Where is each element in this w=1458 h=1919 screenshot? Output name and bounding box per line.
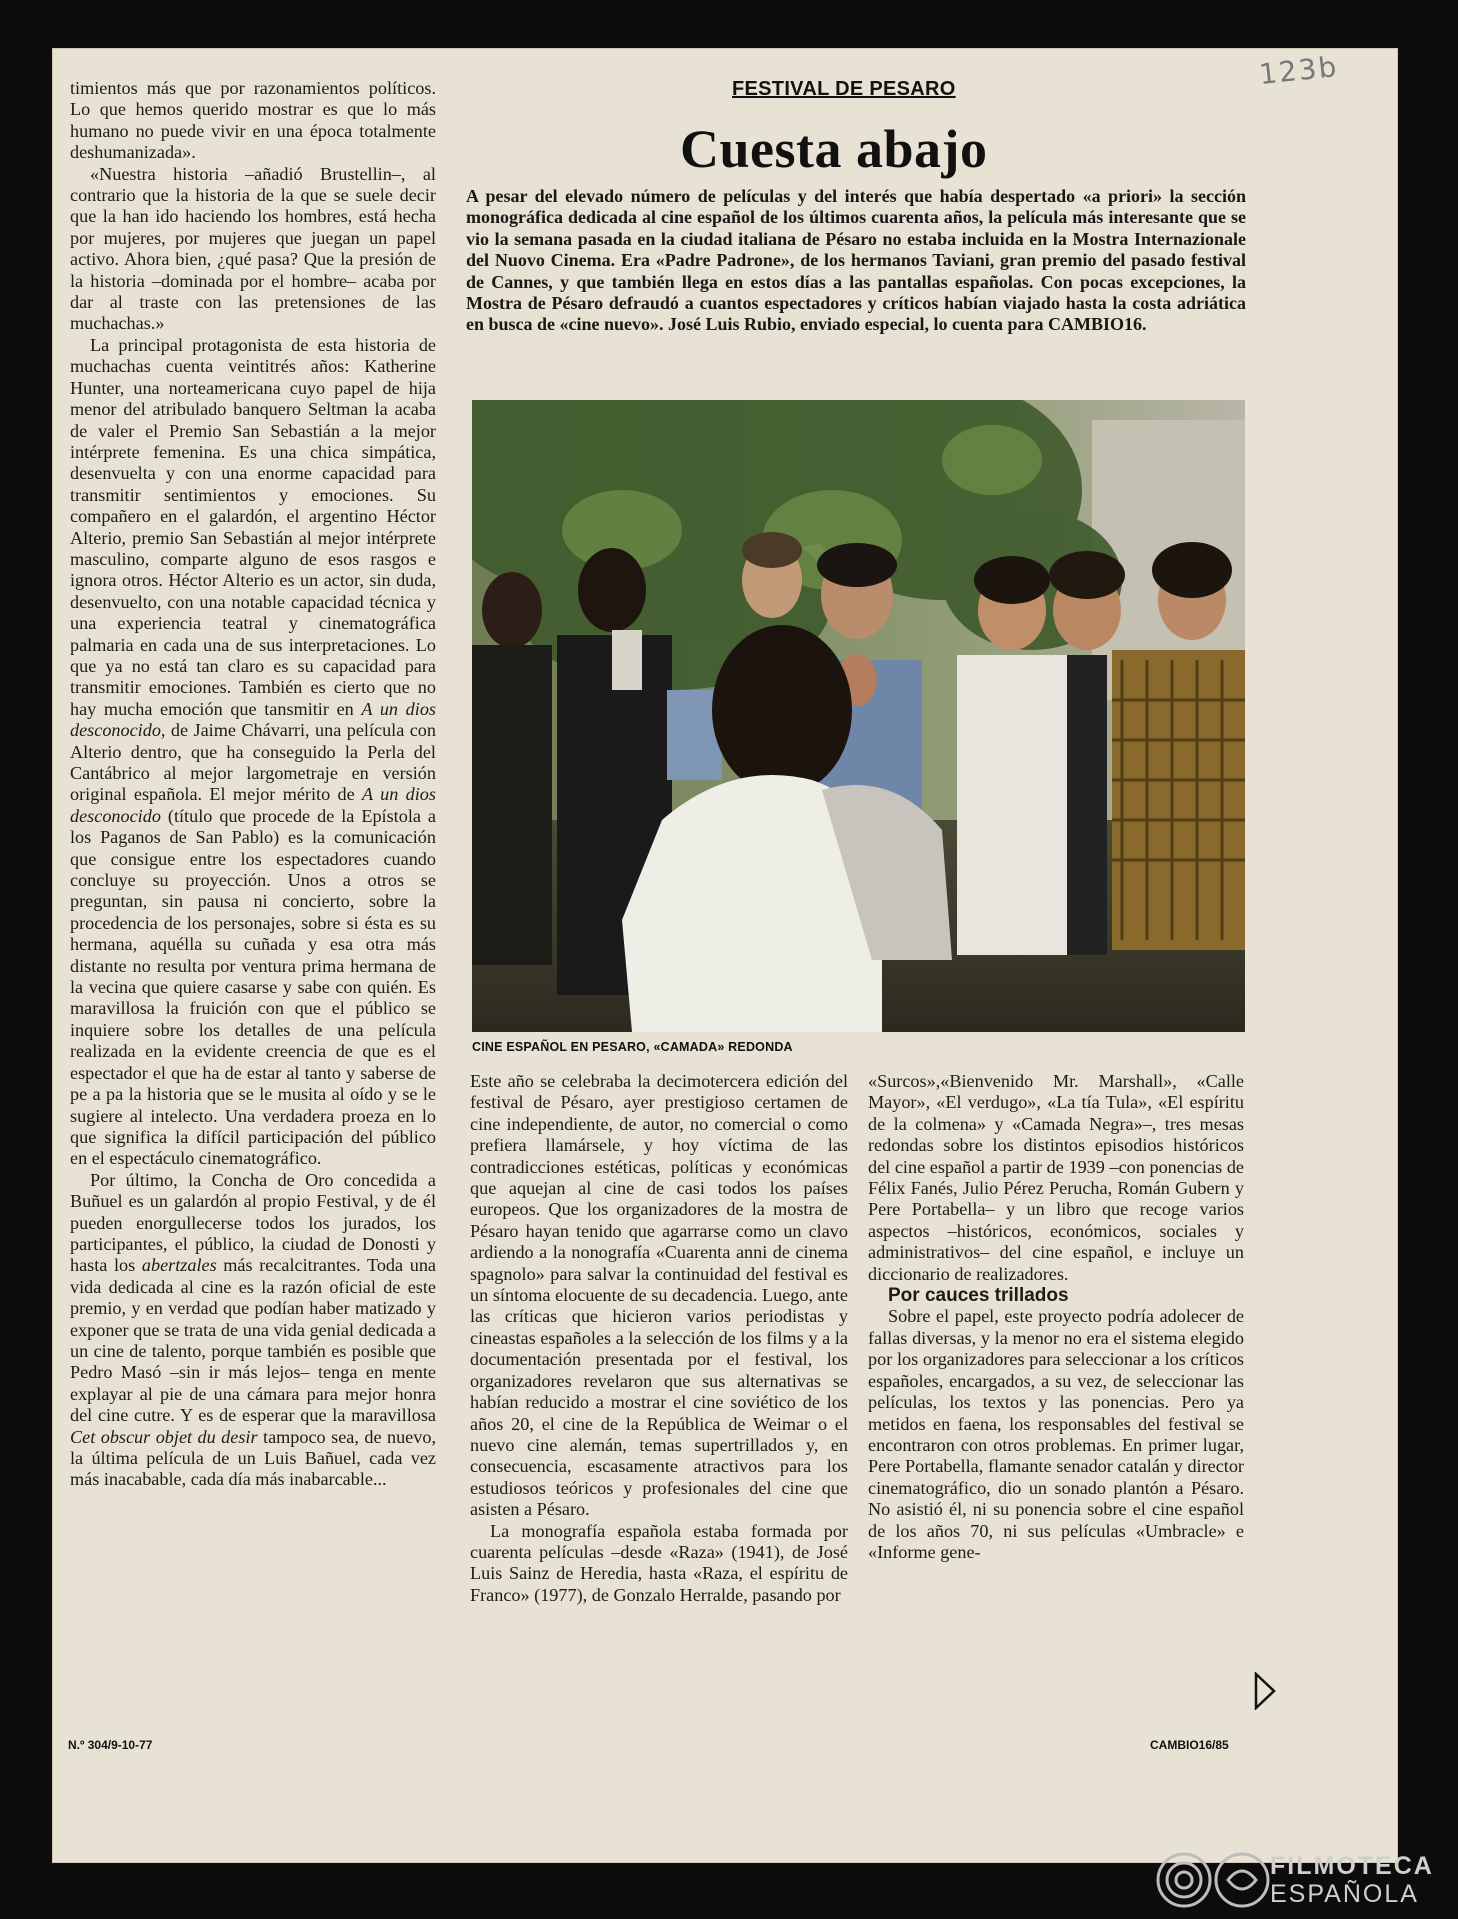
film-title-italic: A un dios desconocido (70, 784, 436, 826)
festival-photo (472, 400, 1245, 1032)
left-column (70, 78, 436, 1491)
logo-line-1: FILMOTECA (1270, 1852, 1434, 1880)
right-column (868, 1071, 1244, 1563)
section-label: FESTIVAL DE PESARO (732, 78, 956, 100)
lead-paragraph: A pesar del elevado número de películas y del interés que había despertado «a priori» la sección monográfica dedicada al cine español de los últimos cuarenta años, la película más interesante que se vio la semana pasada en la ciudad italiana de Pésaro no estaba incluida en la Mostra Internazionale del Nuovo Cinema. Era «Padre Padrone», de los hermanos Taviani, gran premio del pasado festival de Cannes, y que también llega en estos días a las pantallas españolas. Con pocas excepciones, la Mostra de Pésaro defraudó a cuantos espectadores y críticos habían viajado hasta la costa adriática en busca de «cine nuevo». José Luis Rubio, enviado especial, lo cuenta para CAMBIO16. (466, 186, 1246, 335)
continue-arrow-icon (1254, 1672, 1276, 1710)
right-paragraph-2: Sobre el papel, este proyecto podría adolecer de fallas diversas, y la menor no era el sistema elegido por los organizadores para seleccionar a los críticos españoles, encargados, a su vez, de seleccionar las películas, los textos y las ponencias. Pero ya metidos en faena, los responsables del festival se encontraron con otros problemas. En primer lugar, Pere Portabella, flamante senador catalán y director cinematográfico, dio un sonado plantón a Pésaro. No asistió él, ni su ponencia sobre el cine español de los años 70, ni sus películas «Umbracle» e «Informe gene- (868, 1306, 1244, 1562)
middle-paragraph-1: Este año se celebraba la decimotercera edición del festival de Pésaro, ayer prestigioso certamen de cine independiente, de autor, no comercial o como prefiera llamársele, y hoy víctima de las contradicciones estéticas, políticas y económicas que aquejan al cine de casi todos los países europeos. Que los organizadores de la mostra de Pésaro hayan tenido que agarrarse como un clavo ardiendo a la nonografía «Cuarenta anni de cinema spagnolo» para salvar la continuidad del festival es un síntoma elocuente de su decadencia. Luego, ante las críticas que hicieron varios periodistas y cineastas españoles a la selección de los films y a la documentación presentada por el festival, los organizadores revelaron que sus alternativas se habían reducido a mostrar el cine soviético de los años 20, el cine de la República de Weimar o el nuevo cine alemán, temas supertrillados y, en consecuencia, escasamente atractivos para los estudiosos teóricos y profesionales del cine que asisten a Pésaro. (470, 1071, 848, 1520)
left-paragraph-3: La principal protagonista de esta historia de muchachas cuenta veintitrés años: Katherine Hunter, una norteamericana cuyo papel de hija menor del atribulado banquero Seltman la acaba de valer el Premio San Sebastián a la mejor intérprete femenina. Es una chica simpática, desenvuelta y con una enorme capacidad para transmitir sentimientos y emociones. Su compañero en el galardón, el argentino Héctor Alterio, premio San Sebastián al mejor intérprete masculino, comparte alguno de esos rasgos e ignora otros. Héctor Alterio es un actor, sin duda, desenvuelto, con una notable capacidad técnica y una experiencia teatral y cinematográfica palmaria en cada una de sus interpretaciones. Lo que ya no está tan claro es su capacidad para transmitir emociones. También es cierto que no hay mucha emoción que tansmitir en A un dios desconocido, de Jaime Chávarri, una película con Alterio dentro, que ha conseguido la Perla del Cantábrico al mejor largometraje en versión original española. El mejor mérito de A un dios desconocido (título que procede de la Epístola a los Paganos de San Pablo) es la comunicación que consigue entre los espectadores cuando concluye su proyección. Unos a otros se preguntan, sin pausa ni concierto, sobre la procedencia de los personajes, sobre si ésta es su hermana, aquélla su cuñada y esa otra más distante no resulta por ventura prima hermana de la vecina que quiere casarse y sabe con quién. Es maravillosa la fruición con que el público se inquiere sobre los detalles de una película realizada en la evidente creencia de que es el espectador el que ha de estar al tanto y saberse de pe a pa la historia que se le musita al oído y se le sugiere al intelecto. Una verdadera proeza en lo que significa la difícil participación del público en el espectáculo cinematográfico. (70, 334, 436, 1169)
film-title-italic: A un dios desconocido, (70, 698, 436, 741)
middle-paragraph-2: La monografía española estaba formada por cuarenta películas –desde «Raza» (1941), de José Luis Sainz de Heredia, hasta «Raza, el espíritu de Franco» (1977), de Gonzalo Herralde, pasando por (470, 1520, 848, 1605)
logo-line-2: ESPAÑOLA (1270, 1880, 1419, 1908)
middle-column (470, 1071, 848, 1606)
photo-caption: CINE ESPAÑOL EN PESARO, «CAMADA» REDONDA (472, 1040, 793, 1054)
abertzales-italic: abertzales (141, 1255, 217, 1276)
handwritten-note: 123b (1257, 49, 1340, 92)
page-number: CAMBIO16/85 (1150, 1738, 1229, 1752)
subheading: Por cauces trillados (888, 1285, 1069, 1307)
filmoteca-wordmark (1270, 1852, 1434, 1908)
left-paragraph-4: Por último, la Concha de Oro concedida a Buñuel es un galardón al propio Festival, y de él pueden enorgullecerse todos los jurados, los participantes, el público, la ciudad de Donosti y hasta los abertzales más recalcitrantes. Toda una vida dedicada al cine es la razón oficial de este premio, y en verdad que podían haber matizado y exponer que se trata de una vida genial dedicada a un cine de talento, porque también es posible que Pedro Masó –sin ir más lejos– tenga en mente explayar al pie de una cámara para mejor honra del cine cutre. Y es de esperar que la maravillosa Cet obscur objet du desir tampoco sea, de nuevo, la última película de un Luis Bañuel, cada vez más inacabable, cada día más inabarcable... (70, 1169, 436, 1490)
issue-number: N.º 304/9-10-77 (68, 1738, 153, 1752)
headline: Cuesta abajo (680, 119, 988, 179)
film-title-italic: Cet obscur objet du desir (70, 1426, 258, 1447)
left-paragraph-2: «Nuestra historia –añadió Brustellin–, al contrario que la historia de la que se suele decir que la han ido haciendo los hombres, está hecha por mujeres, por mujeres que juegan un papel activo. Ahora bien, ¿qué pasa? Que la presión de la historia –dominada por el hombre– acaba por dar al traste con las pretensiones de las muchachas.» (70, 163, 436, 334)
left-paragraph-1: timientos más que por razonamientos políticos. Lo que hemos querido mostrar es que lo más humano no puede vivir en una época totalmente deshumanizada». (70, 78, 436, 163)
right-paragraph-1: «Surcos»,«Bienvenido Mr. Marshall», «Calle Mayor», «El verdugo», «La tía Tula», «El espíritu de la colmena» y «Camada Negra»–, tres mesas redondas sobre los distintos episodios históricos del cine español a partir de 1939 –con ponencias de Félix Fanés, Julio Pérez Perucha, Román Gubern y Pere Portabella– y un libro que recoge varios aspectos –históricos, económicos, sociales y administrativos– del cine español, e incluye un diccionario de realizadores. (868, 1071, 1244, 1284)
